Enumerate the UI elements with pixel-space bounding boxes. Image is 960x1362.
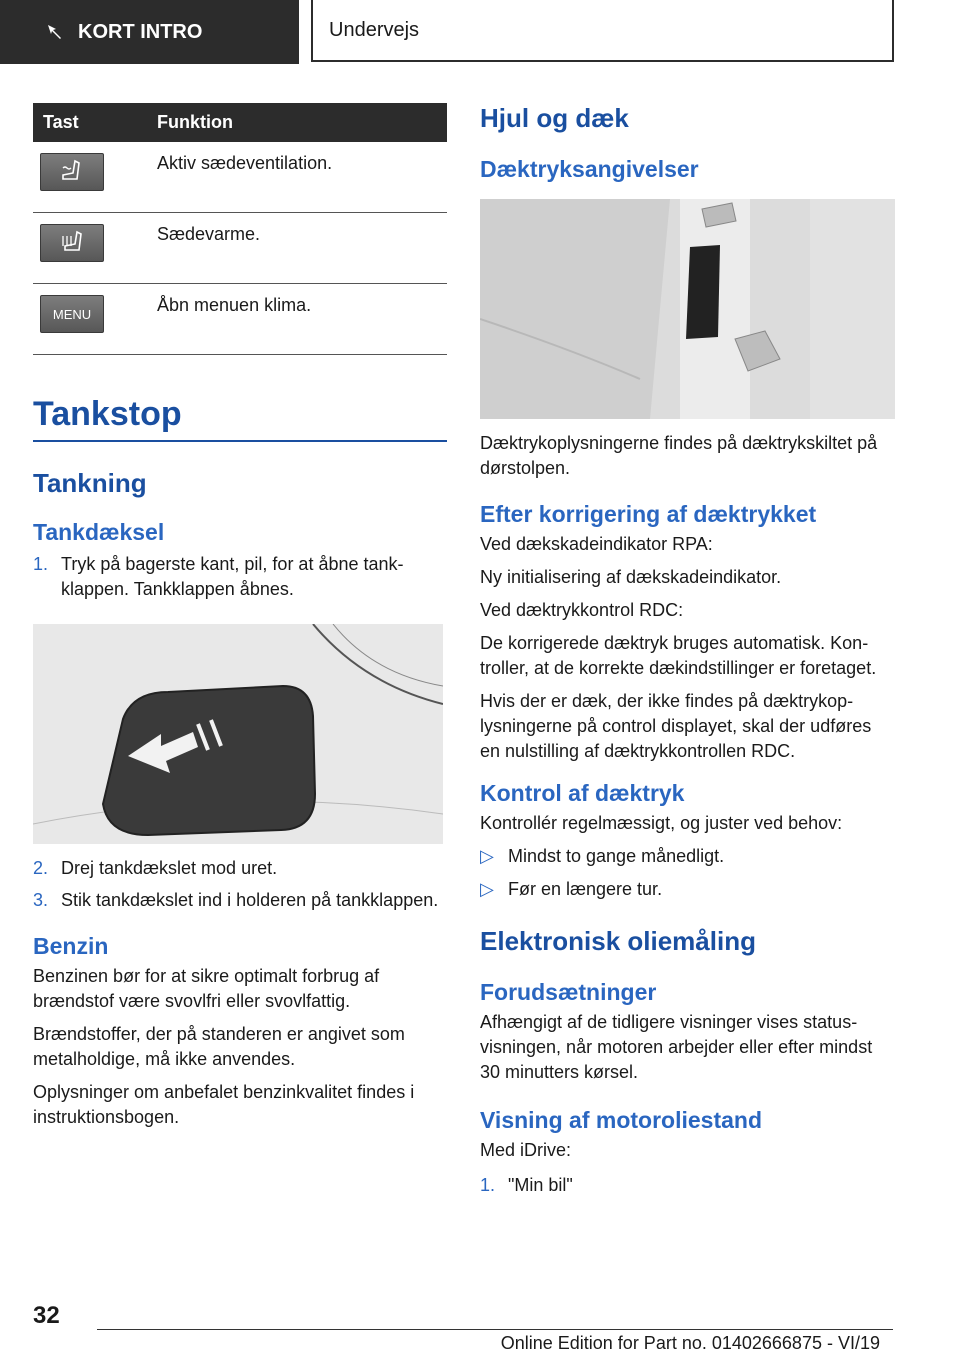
paragraph: Hvis der er dæk, der ikke findes på dæktrykoplysningerne på control displayet, skal der udføres en nulstilling af dæktrykkontrollen RDC. bbox=[480, 691, 872, 761]
paragraph: Med iDrive: bbox=[480, 1140, 572, 1160]
section-tab-kort-intro[interactable] bbox=[0, 0, 299, 64]
paragraph: Ved dækskadeindikator RPA: bbox=[480, 534, 713, 554]
pin-icon bbox=[44, 21, 66, 43]
left-column bbox=[33, 103, 447, 1130]
heading-daektryksangivelser: Dæktryksangivelser bbox=[480, 156, 699, 182]
menu-key: MENU bbox=[40, 295, 104, 333]
table-cell-function: Sædevarme. bbox=[157, 213, 447, 284]
table-row bbox=[33, 284, 447, 355]
triangle-bullet-icon: ▷ bbox=[480, 879, 494, 899]
step-number: 1. bbox=[33, 554, 49, 574]
seat-ventilation-button bbox=[40, 153, 104, 191]
seat-ventilation-icon bbox=[57, 159, 87, 185]
page-number: 32 bbox=[33, 1302, 60, 1329]
fuel-flap-image bbox=[33, 624, 443, 844]
subsection-title-tankning: Tankning bbox=[33, 468, 147, 498]
list-item bbox=[480, 844, 896, 869]
heading-forudsaetninger: Forudsætninger bbox=[480, 979, 657, 1005]
right-column bbox=[480, 103, 896, 1198]
table-row bbox=[33, 213, 447, 284]
paragraph: Oplysninger om anbefalet benzinkvalitet findes i instruktionsbogen. bbox=[33, 1082, 415, 1127]
footer-divider bbox=[97, 1329, 893, 1330]
paragraph: Ny initialisering af dækskadeindikator. bbox=[480, 567, 782, 587]
step-text: Tryk på bagerste kant, pil, for at åbne tankklappen. Tankklappen åbnes. bbox=[61, 554, 404, 599]
step-number: 1. bbox=[480, 1175, 496, 1195]
paragraph: Ved dæktrykkontrol RDC: bbox=[480, 600, 684, 620]
table-row bbox=[33, 142, 447, 213]
section-title-oliemaaling: Elektronisk oliemåling bbox=[480, 926, 756, 956]
paragraph: Benzinen bør for at sikre optimalt forbrug af brændstof være svovlfri eller svovlfattig. bbox=[33, 966, 380, 1011]
section-title-tankstop: Tankstop bbox=[33, 395, 447, 442]
seat-heating-button bbox=[40, 224, 104, 262]
section-title-hjul: Hjul og dæk bbox=[480, 103, 629, 133]
col-header-function: Funktion bbox=[157, 103, 447, 142]
step-text: Stik tankdækslet ind i holderen på tankklappen. bbox=[61, 890, 439, 910]
door-pillar-image bbox=[480, 199, 895, 419]
heading-efter-korrigering: Efter korrigering af dæktrykket bbox=[480, 501, 817, 527]
paragraph: De korrigerede dæktryk bruges automatisk. Kontroller, at de korrekte dækindstillinger er foretaget. bbox=[480, 633, 877, 678]
chapter-title bbox=[311, 0, 894, 62]
paragraph: Dæktrykoplysningerne findes på dæktrykskiltet på dørstolpen. bbox=[480, 433, 878, 478]
list-item bbox=[480, 1173, 896, 1198]
chapter-label: Undervejs bbox=[329, 18, 420, 41]
heading-kontrol: Kontrol af dæktryk bbox=[480, 780, 685, 806]
heading-visning: Visning af motoroliestand bbox=[480, 1107, 762, 1133]
list-item bbox=[33, 888, 447, 913]
bullet-text: Før en længere tur. bbox=[508, 879, 663, 899]
paragraph: Kontrollér regelmæssigt, og juster ved behov: bbox=[480, 813, 843, 833]
table-header-row bbox=[33, 103, 447, 142]
bullet-text: Mindst to gange månedligt. bbox=[508, 846, 725, 866]
list-item bbox=[33, 552, 447, 602]
list-item bbox=[33, 856, 447, 881]
heading-benzin: Benzin bbox=[33, 933, 109, 959]
step-number: 2. bbox=[33, 858, 49, 878]
step-text: "Min bil" bbox=[508, 1175, 573, 1195]
step-text: Drej tankdækslet mod uret. bbox=[61, 858, 278, 878]
seat-heating-icon bbox=[57, 230, 87, 256]
table-cell-function: Åbn menuen klima. bbox=[157, 284, 447, 355]
edition-note: Online Edition for Part no. 01402666875 - VI/19 bbox=[500, 1333, 880, 1353]
triangle-bullet-icon: ▷ bbox=[480, 846, 494, 866]
key-function-table bbox=[33, 103, 447, 355]
table-cell-function: Aktiv sædeventilation. bbox=[157, 142, 447, 213]
paragraph: Brændstoffer, der på standeren er angivet som metalholdige, må ikke anvendes. bbox=[33, 1024, 405, 1069]
list-item bbox=[480, 877, 896, 902]
section-tab-label: KORT INTRO bbox=[78, 20, 203, 43]
heading-tankdaeksel: Tankdæksel bbox=[33, 519, 165, 545]
col-header-key: Tast bbox=[33, 103, 157, 142]
paragraph: Afhængigt af de tidligere visninger vises statusvisningen, når motoren arbejder eller efter mindst 30 minutters kørsel. bbox=[480, 1012, 873, 1082]
step-number: 3. bbox=[33, 890, 49, 910]
